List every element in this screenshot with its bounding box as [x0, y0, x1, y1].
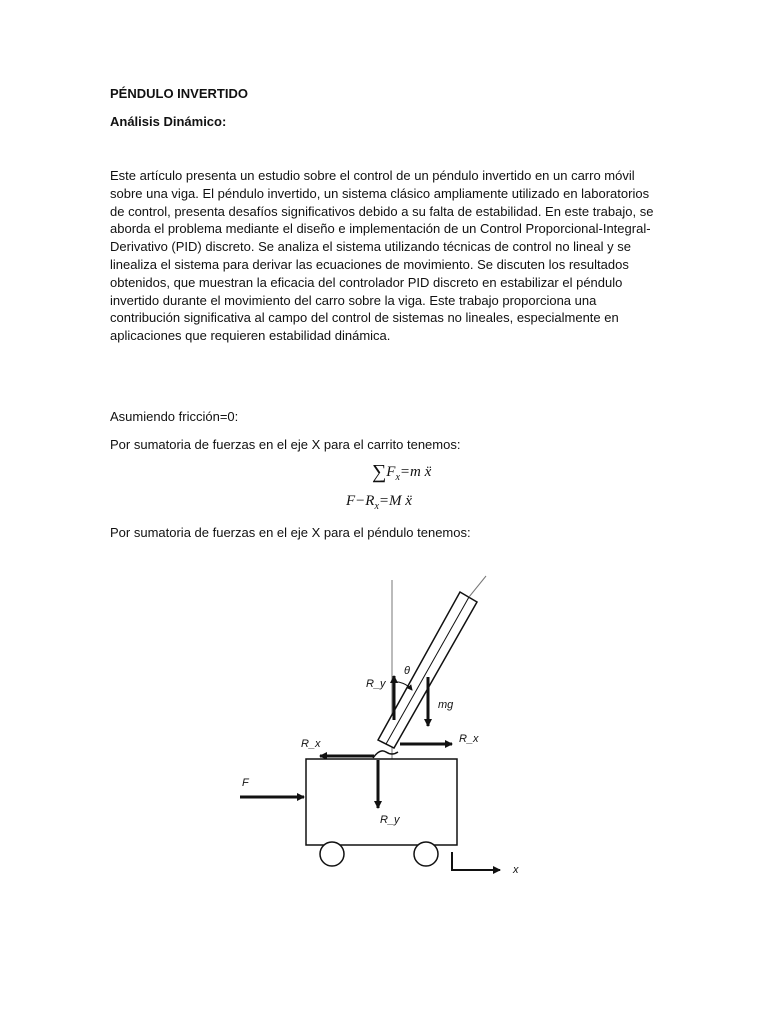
- cart-forces-text: Por sumatoria de fuerzas en el eje X para el carrito tenemos:: [110, 437, 461, 452]
- pendulum-cart-diagram: [228, 572, 528, 882]
- x-axis-label: x: [513, 864, 519, 876]
- eq1-lhs: F: [386, 464, 396, 480]
- ry-top-label: R_y: [366, 678, 386, 690]
- f-label: F: [242, 777, 249, 789]
- pivot-hinge: [373, 751, 398, 758]
- eq1-lhs-sub: x: [395, 472, 400, 483]
- cart-wheel-left: [320, 842, 344, 866]
- eq1-rhs: =m ẍ: [399, 464, 432, 480]
- sum-symbol: ∑: [372, 461, 387, 483]
- equation-cart-force: [346, 493, 412, 512]
- x-axis-arrow: [452, 852, 500, 870]
- eq2-lhs-sub: x: [374, 501, 379, 512]
- document-title: PÉNDULO INVERTIDO: [110, 86, 248, 101]
- eq2-lhs: F−R: [346, 493, 375, 509]
- cart-body: [306, 759, 457, 845]
- eq2-rhs: =M ẍ: [378, 493, 412, 509]
- ry-bottom-label: R_y: [380, 814, 400, 826]
- abstract-paragraph: Este artículo presenta un estudio sobre el control de un péndulo invertido en un carro móvil sobre una viga. El péndulo invertido, un sistema clásico ampliamente utilizado en laboratorios de control, presenta desafíos significativos debido a su falta de estabilidad. En este trabajo, se aborda el problema mediante el diseño e implementación de un Control Proporcional-Integral-Derivativo (PID) discreto. Se analiza el sistema utilizando técnicas de control no lineal y se linealiza el sistema para derivar las ecuaciones de movimiento. Se discuten los resultados obtenidos, que muestran la eficacia del controlador PID discreto en estabilizar el péndulo invertido durante el movimiento del carro sobre la viga. Este trabajo proporciona una contribución significativa al campo del control de sistemas no lineales, especialmente en aplicaciones que requieren estabilidad dinámica.: [110, 168, 654, 344]
- equation-cart-sum: [372, 461, 431, 484]
- cart-wheel-right: [414, 842, 438, 866]
- rx-left-label: R_x: [301, 738, 321, 750]
- theta-label: θ: [404, 665, 410, 677]
- pendulum-rod: [378, 576, 486, 748]
- assumption-text: Asumiendo fricción=0:: [110, 409, 239, 424]
- section-subtitle: Análisis Dinámico:: [110, 114, 227, 129]
- pendulum-forces-text: Por sumatoria de fuerzas en el eje X para el péndulo tenemos:: [110, 525, 471, 540]
- rx-right-label: R_x: [459, 733, 479, 745]
- mg-label: mg: [438, 699, 454, 711]
